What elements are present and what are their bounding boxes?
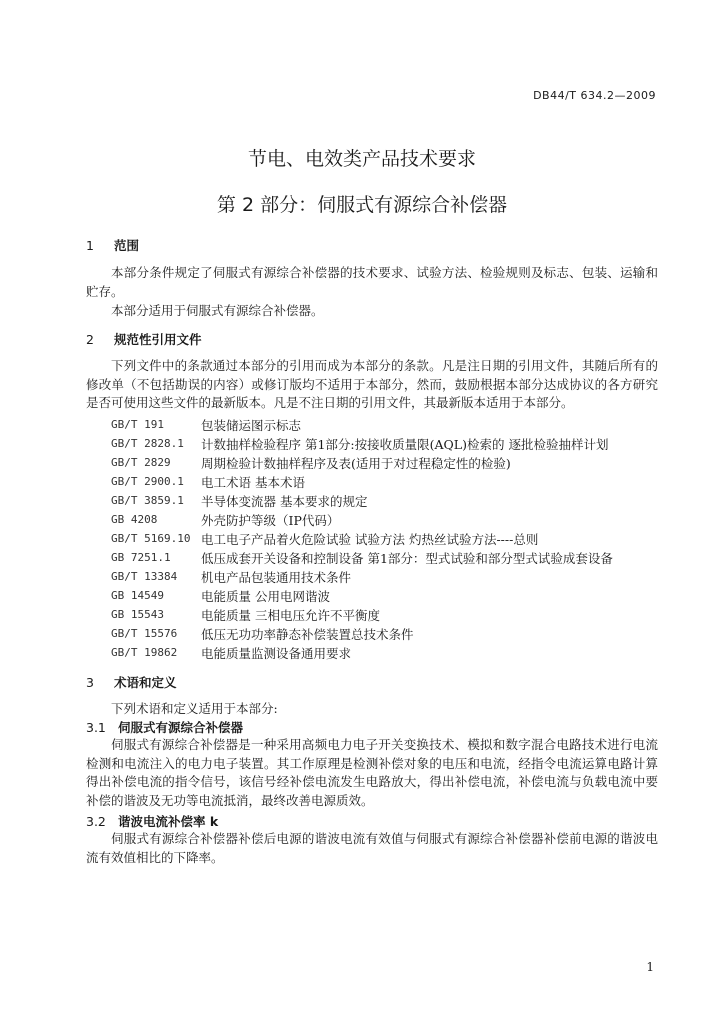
- standard-number: DB44/T 634.2—2009: [533, 89, 656, 102]
- reference-code: GB 15543: [111, 608, 164, 621]
- reference-code: GB/T 13384: [111, 570, 178, 583]
- reference-title: 计数抽样检验程序 第1部分:按接收质量限(AQL)检索的 逐批检验抽样计划: [201, 437, 609, 452]
- section-3-title: 术语和定义: [114, 675, 177, 690]
- reference-title: 半导体变流器 基本要求的规定: [201, 494, 368, 509]
- term-3-2-number: 3.2: [86, 814, 106, 829]
- reference-code: GB/T 19862: [111, 646, 178, 659]
- reference-code: GB/T 2829: [111, 456, 171, 469]
- reference-title: 低压成套开关设备和控制设备 第1部分：型式试验和部分型式试验成套设备: [201, 551, 613, 566]
- reference-code: GB/T 15576: [111, 627, 178, 640]
- term-3-1-definition-text: 伺服式有源综合补偿器是一种采用高频电力电子开关变换技术、模拟和数字混合电路技术进行电流检测和电流注入的电力电子装置。其工作原理是检测补偿对象的电压和电流，经指令电流运算电路计算得出补偿电流的指令信号，该信号经补偿电流发生电路放大，得出补偿电流，补偿电流与负载电流中要补偿的谐波及无功等电流抵消，最终改善电源质效。: [86, 737, 658, 808]
- term-3-2-definition-text: 伺服式有源综合补偿器补偿后电源的谐波电流有效值与伺服式有源综合补偿器补偿前电源的谐波电流有效值相比的下降率。: [86, 831, 658, 865]
- term-3-1-heading: [86, 718, 243, 736]
- reference-title: 电能质量监测设备通用要求: [201, 646, 352, 661]
- reference-title: 电工电子产品着火危险试验 试验方法 灼热丝试验方法----总则: [201, 532, 539, 547]
- reference-title: 电工术语 基本术语: [201, 475, 305, 490]
- reference-title: 外壳防护等级（IP代码）: [201, 513, 340, 528]
- section-1-title: 范围: [114, 238, 140, 253]
- section-3-number: 3: [86, 675, 94, 690]
- reference-title: 电能质量 三相电压允许不平衡度: [201, 608, 380, 623]
- section-2-intro-text: 下列文件中的条款通过本部分的引用而成为本部分的条款。凡是注日期的引用文件，其随后所有的修改单（不包括勘误的内容）或修订版均不适用于本部分，然而，鼓励根据本部分达成协议的各方研究是否可使用这些文件的最新版本。凡是不注日期的引用文件，其最新版本适用于本部分。: [86, 358, 658, 410]
- reference-title: 电能质量 公用电网谐波: [201, 589, 330, 604]
- term-3-2-heading: [86, 812, 218, 830]
- document-subtitle: 第 2 部分：伺服式有源综合补偿器: [216, 194, 508, 216]
- term-3-1-title: 伺服式有源综合补偿器: [118, 720, 244, 735]
- section-2-heading: [86, 330, 202, 348]
- reference-code: GB 7251.1: [111, 551, 171, 564]
- reference-title: 周期检验计数抽样程序及表(适用于对过程稳定性的检验): [201, 456, 511, 471]
- term-3-1-number: 3.1: [86, 720, 106, 735]
- document-title: 节电、电效类产品技术要求: [247, 148, 476, 170]
- reference-code: GB/T 191: [111, 418, 164, 431]
- section-2-intro: [86, 357, 658, 413]
- reference-title: 低压无功功率静态补偿装置总技术条件: [201, 627, 414, 642]
- reference-code: GB/T 5169.10: [111, 532, 191, 545]
- reference-code: GB 4208: [111, 513, 158, 526]
- section-2-number: 2: [86, 332, 94, 347]
- term-3-2-definition: [86, 830, 658, 867]
- reference-title: 包装储运图示标志: [201, 418, 302, 433]
- section-1-paragraph-1-text: 本部分条件规定了伺服式有源综合补偿器的技术要求、试验方法、检验规则及标志、包装、运输和贮存。: [86, 265, 658, 299]
- reference-code: GB/T 3859.1: [111, 494, 184, 507]
- section-1-paragraph-2: 本部分适用于伺服式有源综合补偿器。: [111, 303, 324, 318]
- section-1-number: 1: [86, 238, 94, 253]
- section-1-paragraph-1: [86, 264, 658, 301]
- reference-code: GB/T 2900.1: [111, 475, 184, 488]
- page-number: 1: [646, 960, 654, 974]
- section-3-heading: [86, 673, 177, 691]
- section-1-heading: [86, 236, 139, 254]
- reference-code: GB 14549: [111, 589, 164, 602]
- term-3-2-title: 谐波电流补偿率 k: [118, 814, 219, 829]
- reference-title: 机电产品包装通用技术条件: [201, 570, 352, 585]
- reference-code: GB/T 2828.1: [111, 437, 184, 450]
- section-2-title: 规范性引用文件: [114, 332, 202, 347]
- section-3-intro: 下列术语和定义适用于本部分:: [111, 701, 278, 716]
- term-3-1-definition: [86, 736, 658, 810]
